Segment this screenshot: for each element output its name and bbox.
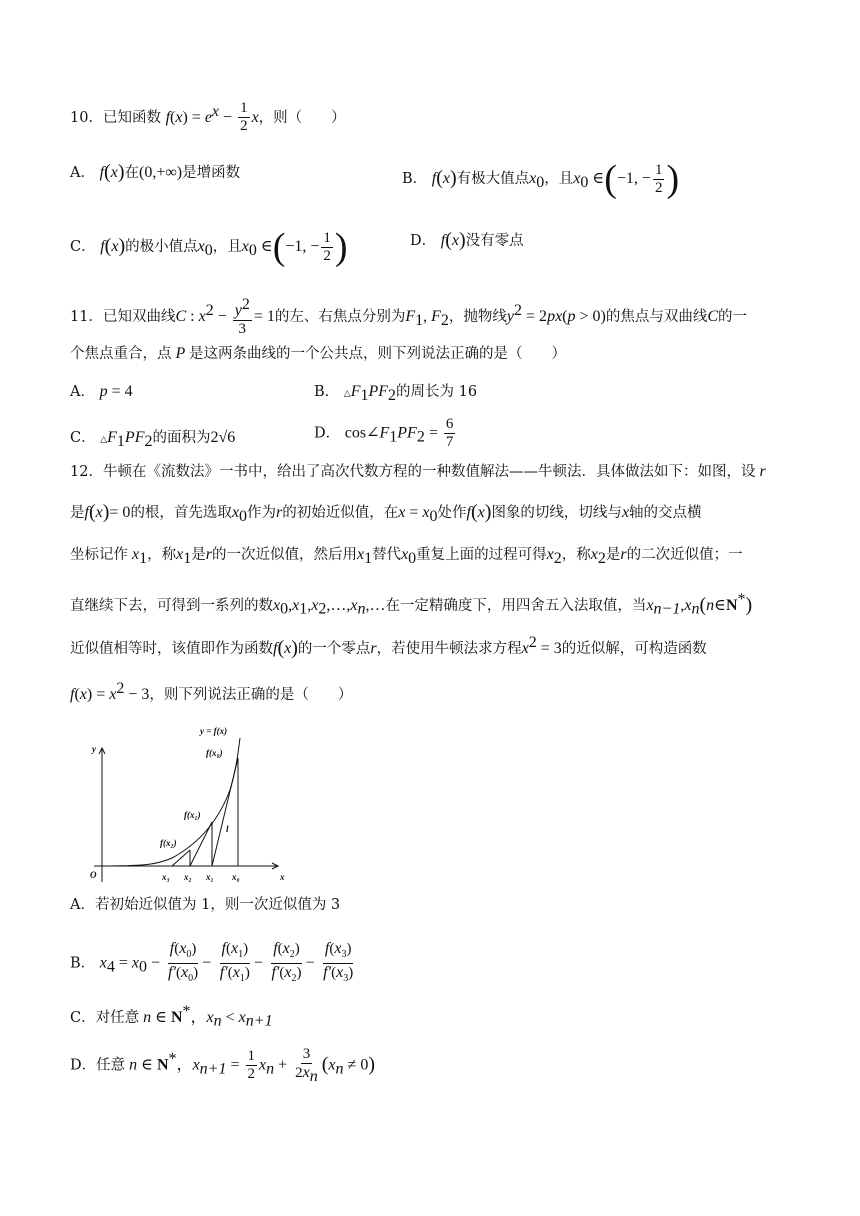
q11-stem-line2: 个焦点重合，点 P 是这两条曲线的一个公共点，则下列说法正确的是（ ） <box>70 345 566 362</box>
q11-option-a[interactable]: A． p = 4 <box>70 383 133 400</box>
tick-x0: x₀ <box>232 872 240 882</box>
q11-option-b[interactable]: B． $\triangle F_1PF_2$的周长为 16 <box>314 383 478 404</box>
q10-stem: 10．已知函数 $f(x) = e^x$ − $\frac{1}{2}$ x，则（ ） <box>70 100 346 135</box>
q12-option-b[interactable]: B． $x_4 = x_0$ − $\frac{f(x_0)}{f'(x_0)}$ − $\frac{f(x_1)}{f'(x_1)}$ − $\frac{f(x_2)}{f'(x_2)}$ − $\frac{f(x_3)}{f'(x_3)}$ <box>70 940 354 984</box>
q10-number: 10． <box>70 109 103 126</box>
curve-label: y = f(x) <box>200 726 228 736</box>
tick-x1: x₁ <box>206 872 214 882</box>
origin-label: O <box>90 870 97 880</box>
q12-line3: 坐标记作 $x_1$，称$x_1$是r的一次近似值，然后用$x_1$替代$x_0$重复上面的过程可得$x_2$，称$x_2$是r的二次近似值；一 <box>70 546 743 567</box>
q11-stem-line1: 11．已知双曲线C : $x^2$ − $\frac{y^2}{3}$ = 1的左、右焦点分别为$F_1$, $F_2$，抛物线$y^2 = 2px(p > 0)$的焦点与双曲线C的一 <box>70 296 748 337</box>
newton-method-figure <box>88 722 288 886</box>
tangent-l-label: l <box>226 824 229 834</box>
q10-option-a[interactable]: A． f(x)在(0,+∞)是增函数 <box>70 161 241 183</box>
q10-option-d[interactable]: D． f(x)没有零点 <box>410 229 524 251</box>
f-x2-label: f(x₂) <box>160 838 177 848</box>
y-axis-label: y <box>92 744 96 754</box>
q11-option-d[interactable]: D． $\cos\angle F_1PF_2$ = $\frac{6}{7}$ <box>314 416 454 450</box>
tick-x2: x₂ <box>184 872 192 882</box>
q12-line1: 12．牛顿在《流数法》一书中，给出了高次代数方程的一种数值解法——牛顿法．具体做法如下：如图，设 r <box>70 463 766 480</box>
q10-option-b[interactable]: B． f(x)有极大值点$x_0$，且$x_0$ ∈(−1, − $\frac{1}{2}$ ) <box>402 158 680 200</box>
q12-line2: 是f(x)= 0的根，首先选取$x_0$作为r的初始近似值，在$x = x_0$处作f(x)图象的切线，切线与x轴的交点横 <box>70 501 702 525</box>
q12-line4: 直继续下去，可得到一系列的数$x_0,x_1,x_2,\dots,x_n,\dots$在一定精确度下，用四舍五入法取值，当$x_{n-1},x_n(n\in N^*)$ <box>70 591 753 618</box>
tangent-l <box>212 758 238 866</box>
f-x0-label: f(x₀) <box>206 748 223 758</box>
q12-line5: 近似值相等时，该值即作为函数f(x)的一个零点r，若使用牛顿法求方程$x^2 = 3$的近似解，可构造函数 <box>70 634 707 659</box>
q11-number: 11． <box>70 309 103 325</box>
q10-option-c[interactable]: C． f(x)的极小值点$x_0$，且$x_0$ ∈(−1, − $\frac{1}{2}$ ) <box>70 226 348 268</box>
q11-option-c[interactable]: C． $\triangle F_1PF_2$的面积为2√6 <box>70 429 236 450</box>
x-axis-label: x <box>280 872 285 882</box>
f-x1-label: f(x₁) <box>184 810 201 820</box>
q12-option-d[interactable]: D．任意 n ∈ N*，$x_{n+1}$ = $\frac{1}{2}$ $x_n$ + $\frac{3}{2x_n}$ $(x_n \ne 0)$ <box>70 1046 375 1085</box>
q12-line6: $f(x) = x^2 - 3$，则下列说法正确的是（ ） <box>70 680 353 703</box>
q12-option-a[interactable]: A．若初始近似值为 1，则一次近似值为 3 <box>70 897 341 913</box>
q12-number: 12． <box>70 464 103 480</box>
q12-option-c[interactable]: C．对任意 n ∈ N*，$x_n < x_{n+1}$ <box>70 1003 273 1030</box>
tick-x3: x₃ <box>162 872 170 882</box>
